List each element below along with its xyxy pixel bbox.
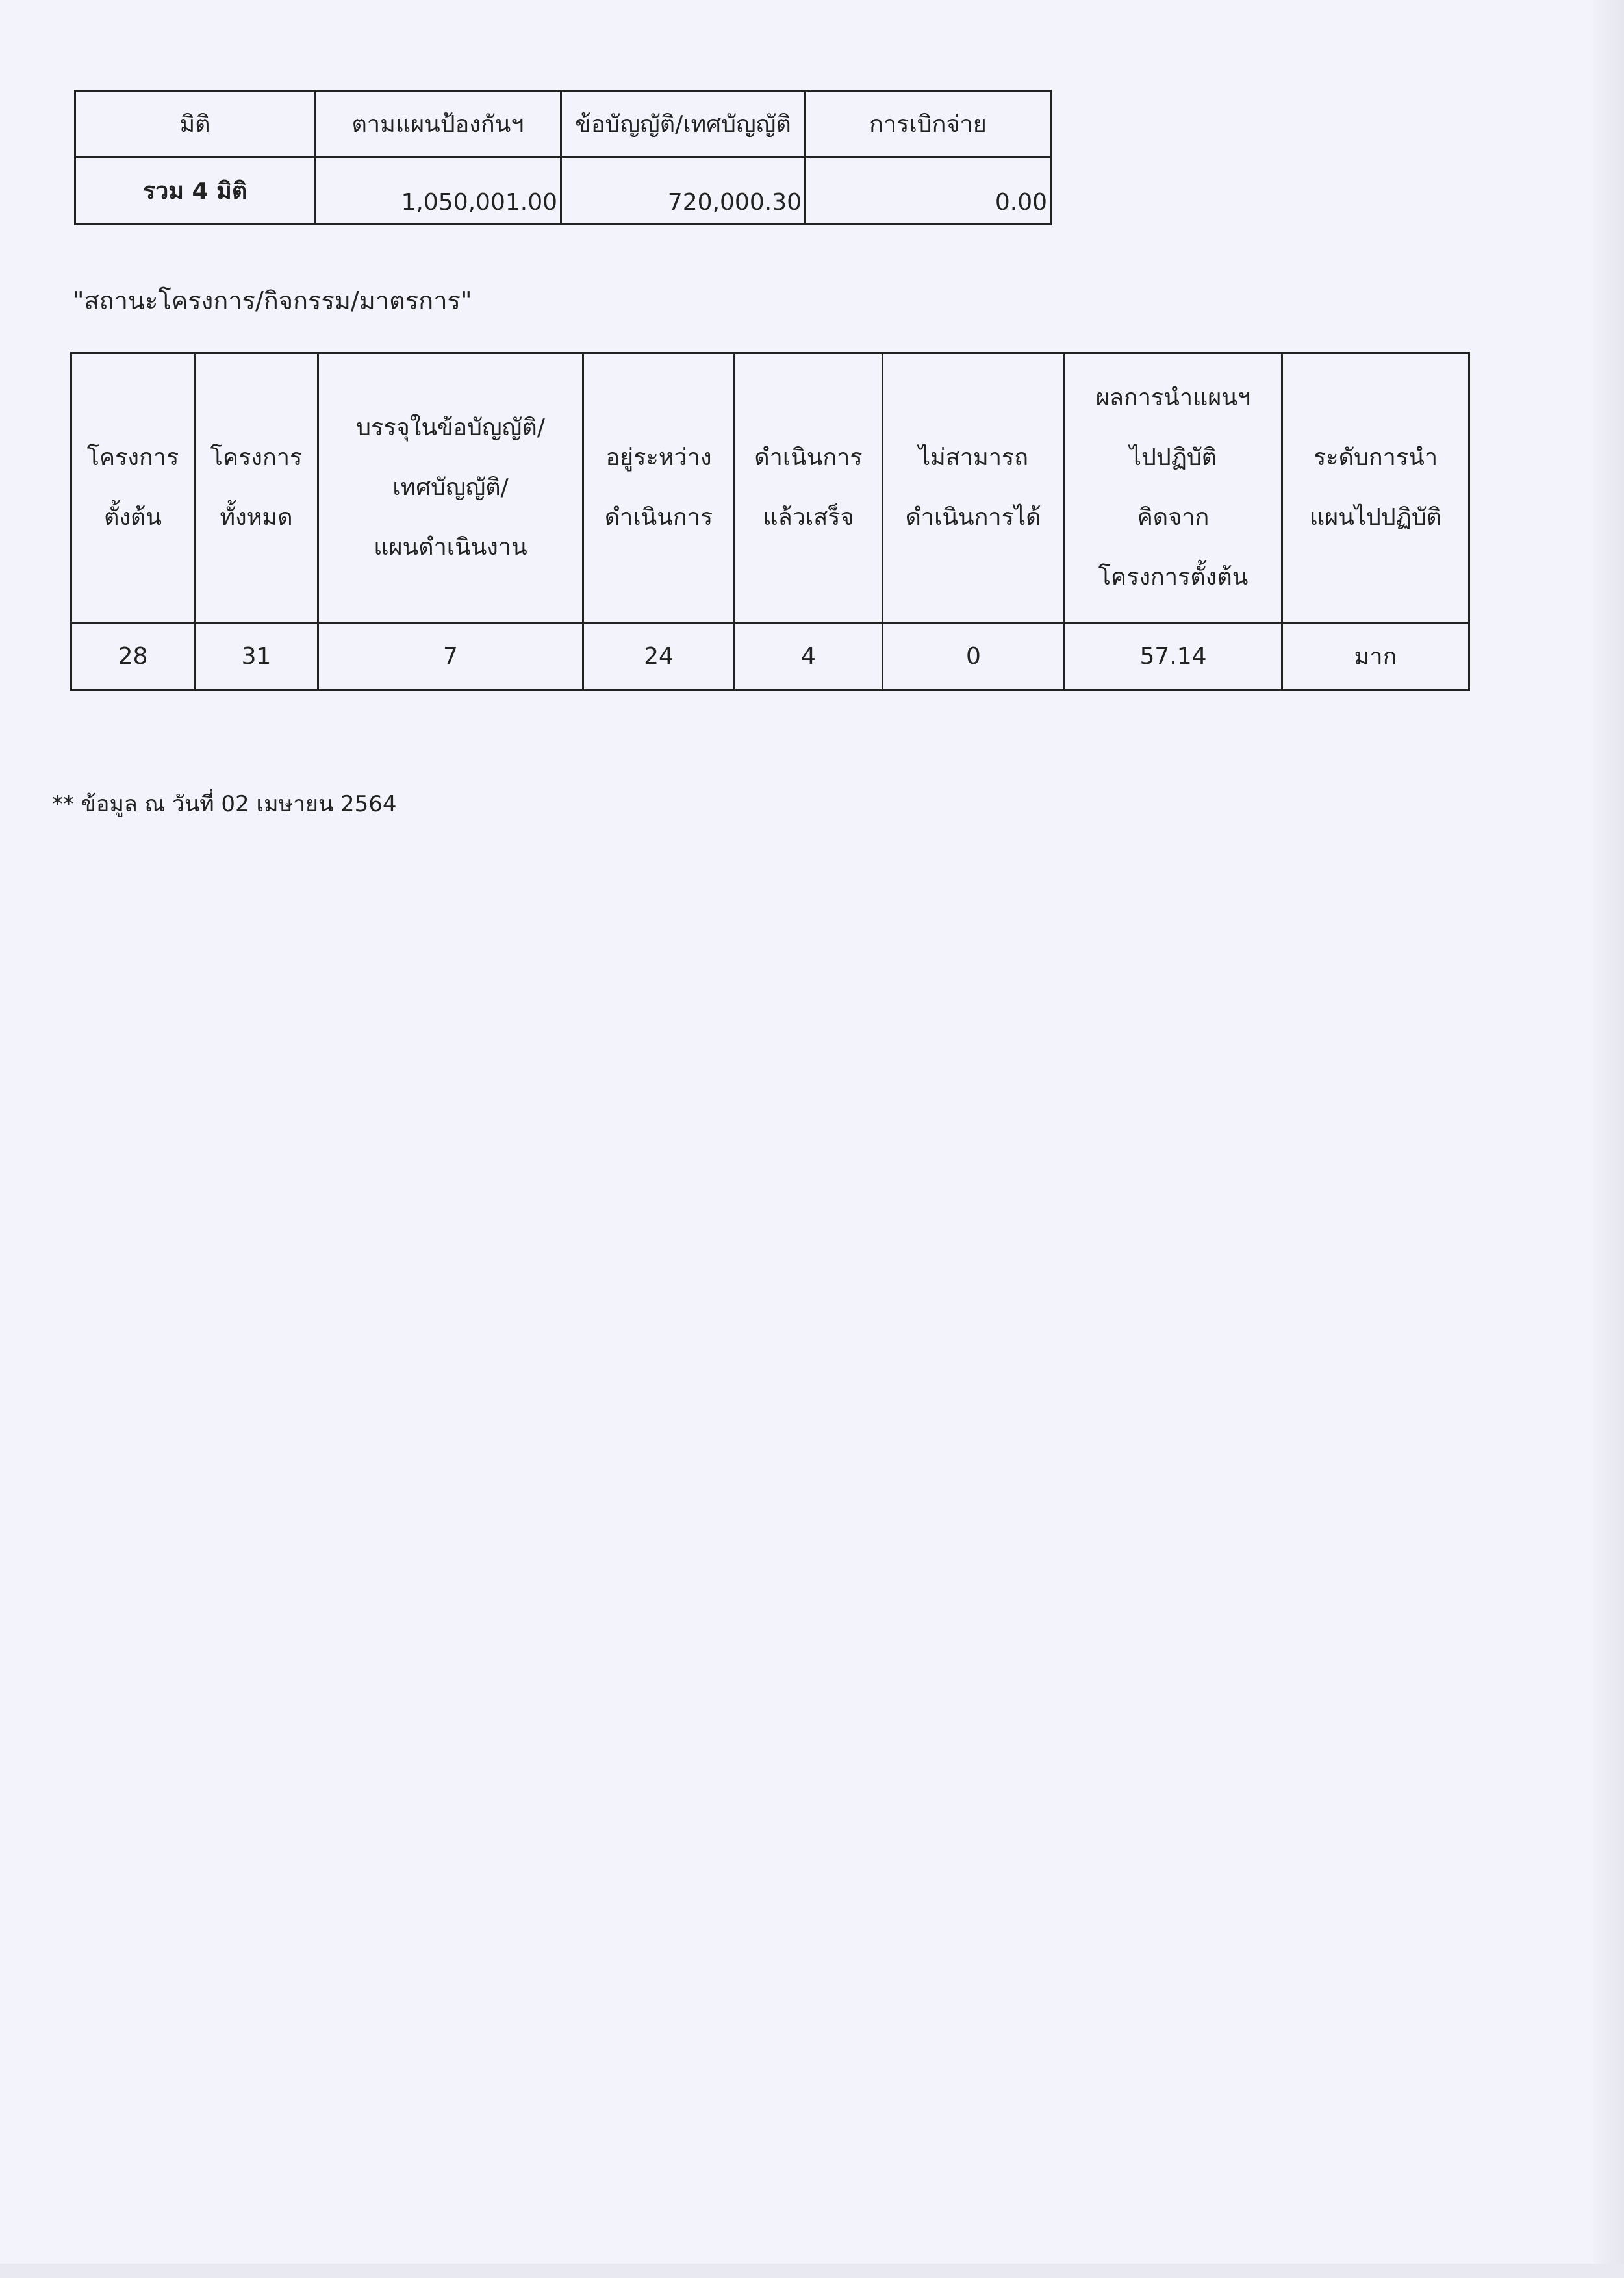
header-disbursement: การเบิกจ่าย <box>806 91 1051 157</box>
value-initial-projects: 28 <box>71 623 195 690</box>
plan-amount: 1,050,001.00 <box>315 157 561 225</box>
value-in-progress: 24 <box>583 623 735 690</box>
header-line: โครงการตั้งต้น <box>1098 564 1249 590</box>
total-label: รวม 4 มิติ <box>75 157 315 225</box>
status-header-row <box>71 353 1469 623</box>
header-implementation-level <box>1282 353 1469 623</box>
value-in-ordinance: 7 <box>318 623 583 690</box>
value-implementation-result: 57.14 <box>1065 623 1282 690</box>
header-line: ดำเนินการ <box>604 504 713 531</box>
header-line: ตั้งต้น <box>104 504 162 531</box>
header-total-projects <box>195 353 318 623</box>
header-ordinance: ข้อบัญญัติ/เทศบัญญัติ <box>561 91 806 157</box>
data-date-footnote: ** ข้อมูล ณ วันที่ 02 เมษายน 2564 <box>52 791 397 817</box>
budget-total-row <box>75 157 1051 225</box>
header-line: ผลการนำแผนฯ <box>1095 385 1251 411</box>
value-not-possible: 0 <box>883 623 1065 690</box>
header-line: อยู่ระหว่าง <box>605 444 712 471</box>
header-line: แผนไปปฏิบัติ <box>1309 504 1442 531</box>
header-line: ดำเนินการได้ <box>906 504 1041 531</box>
ordinance-amount: 720,000.30 <box>561 157 806 225</box>
value-completed: 4 <box>735 623 883 690</box>
header-completed <box>735 353 883 623</box>
value-total-projects: 31 <box>195 623 318 690</box>
header-in-ordinance <box>318 353 583 623</box>
header-dimension: มิติ <box>75 91 315 157</box>
status-values-row <box>71 623 1469 690</box>
header-line: ดำเนินการ <box>754 444 863 471</box>
header-initial-projects <box>71 353 195 623</box>
header-line: ทั้งหมด <box>220 504 293 531</box>
header-line: โครงการ <box>210 444 303 471</box>
value-implementation-level: มาก <box>1282 623 1469 690</box>
header-line: ไปปฏิบัติ <box>1129 444 1217 471</box>
header-line: แผนดำเนินงาน <box>374 534 527 561</box>
header-line: คิดจาก <box>1137 504 1210 531</box>
header-line: แล้วเสร็จ <box>763 504 854 531</box>
budget-summary-table <box>74 90 1052 225</box>
header-implementation-result <box>1065 353 1282 623</box>
budget-header-row <box>75 91 1051 157</box>
page-bottom-edge <box>0 2264 1624 2278</box>
section-title: "สถานะโครงการ/กิจกรรม/มาตรการ" <box>73 286 472 315</box>
header-line: เทศบัญญัติ/ <box>392 474 509 501</box>
header-in-progress <box>583 353 735 623</box>
project-status-table <box>70 352 1470 691</box>
disbursed-amount: 0.00 <box>806 157 1051 225</box>
page-right-edge <box>1594 0 1624 2278</box>
header-line: บรรจุในข้อบัญญัติ/ <box>356 414 545 441</box>
header-prevention-plan: ตามแผนป้องกันฯ <box>315 91 561 157</box>
header-line: ไม่สามารถ <box>918 444 1029 471</box>
header-not-possible <box>883 353 1065 623</box>
header-line: ระดับการนำ <box>1313 444 1438 471</box>
header-line: โครงการ <box>86 444 179 471</box>
